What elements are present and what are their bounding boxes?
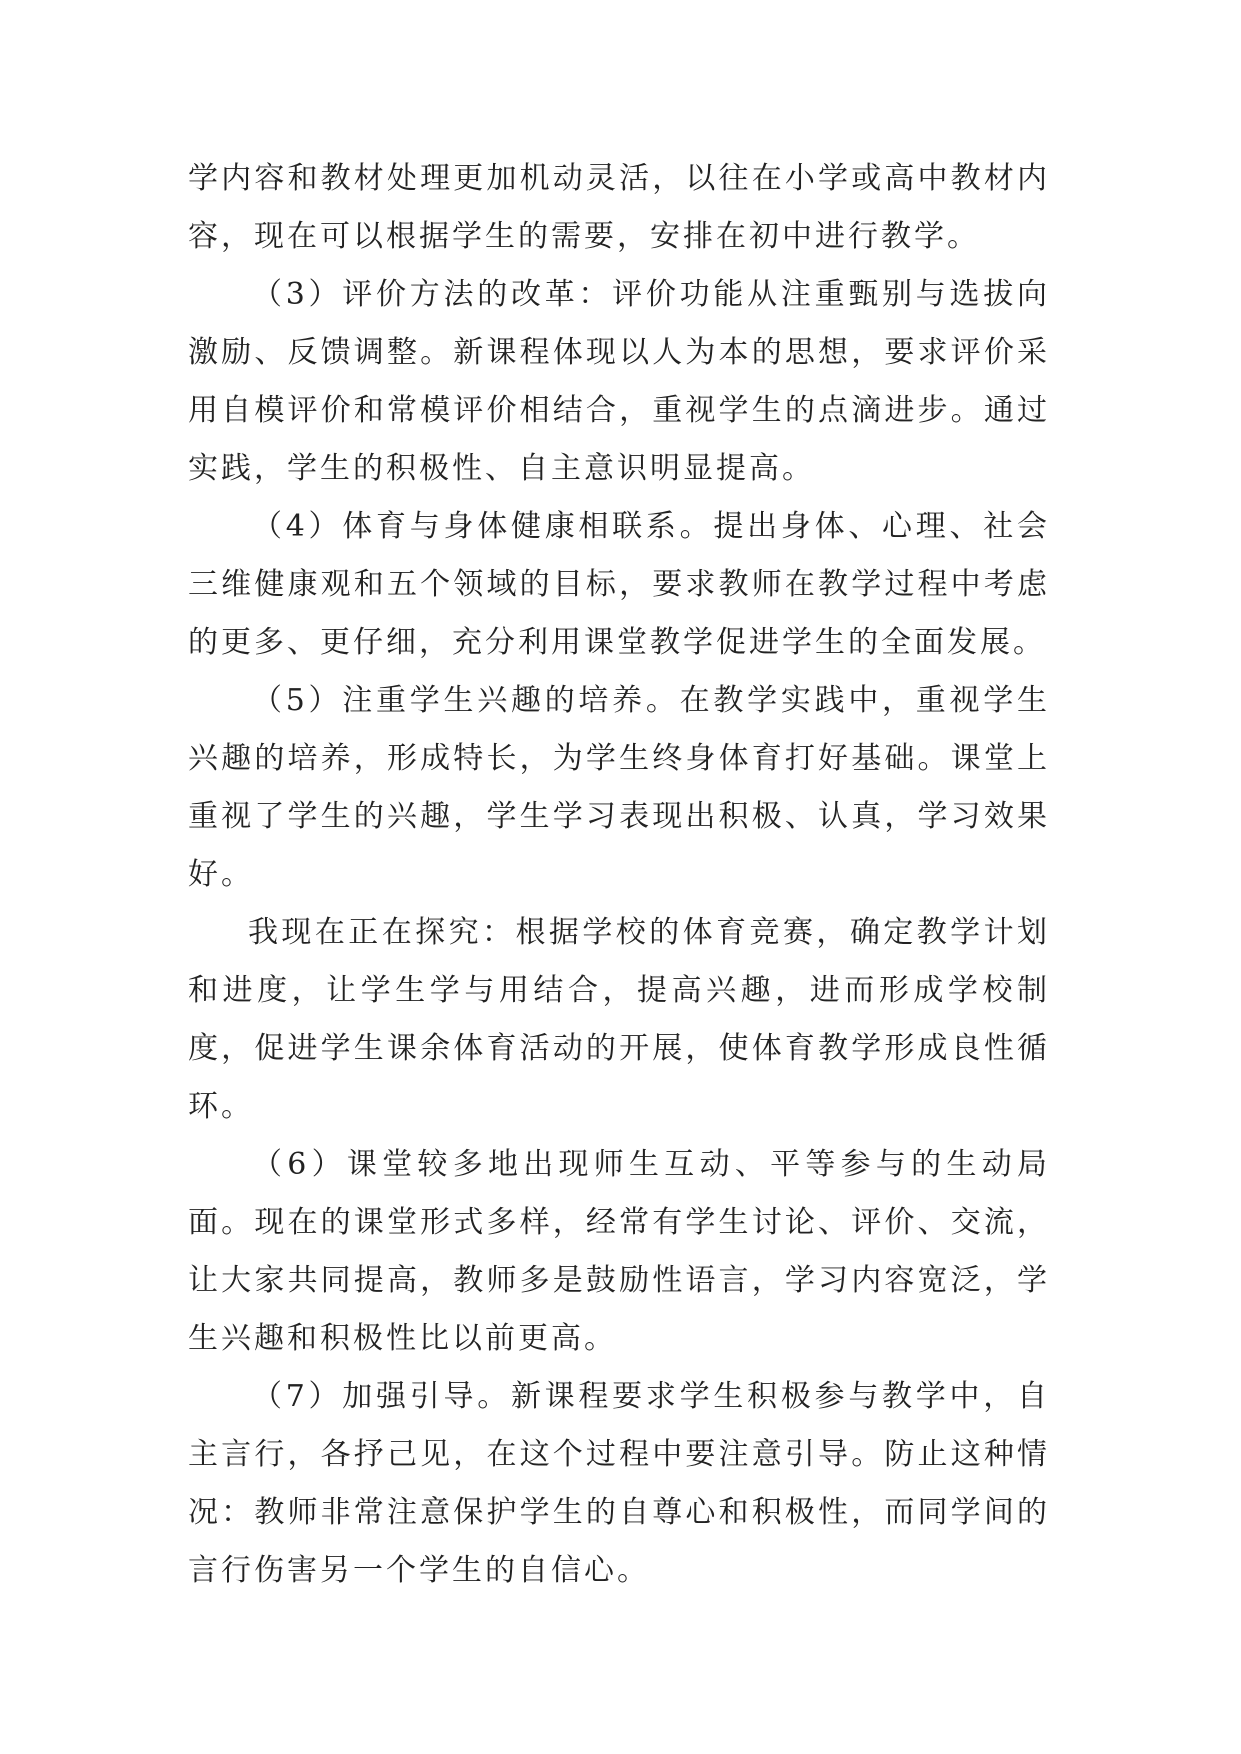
paragraph-health-link: （4）体育与身体健康相联系。提出身体、心理、社会三维健康观和五个领域的目标，要求教师在教学过程中考虑的更多、更仔细，充分利用课堂教学促进学生的全面发展。 (188, 509, 1050, 660)
paragraph-continuation: 学内容和教材处理更加机动灵活，以往在小学或高中教材内容，现在可以根据学生的需要，安排在初中进行教学。 (188, 161, 1050, 254)
paragraph-guidance: （7）加强引导。新课程要求学生积极参与教学中，自主言行，各抒己见，在这个过程中要注意引导。防止这种情况：教师非常注意保护学生的自尊心和积极性，而同学间的言行伤害另一个学生的自信心。 (188, 1379, 1050, 1588)
paragraph-interest-cultivation: （5）注重学生兴趣的培养。在教学实践中，重视学生兴趣的培养，形成特长，为学生终身体育打好基础。课堂上重视了学生的兴趣，学生学习表现出积极、认真，学习效果好。 (188, 683, 1050, 892)
paragraph-classroom-interaction: （6）课堂较多地出现师生互动、平等参与的生动局面。现在的课堂形式多样，经常有学生讨论、评价、交流，让大家共同提高，教师多是鼓励性语言，学习内容宽泛，学生兴趣和积极性比以前更高。 (188, 1147, 1050, 1356)
paragraph-current-research: 我现在正在探究：根据学校的体育竞赛，确定教学计划和进度，让学生学与用结合，提高兴趣，进而形成学校制度，促进学生课余体育活动的开展，使体育教学形成良性循环。 (188, 915, 1050, 1124)
paragraph-evaluation-reform: （3）评价方法的改革：评价功能从注重甄别与选拔向激励、反馈调整。新课程体现以人为本的思想，要求评价采用自模评价和常模评价相结合，重视学生的点滴进步。通过实践，学生的积极性、自主意识明显提高。 (188, 277, 1050, 486)
document-body (188, 150, 1050, 1600)
